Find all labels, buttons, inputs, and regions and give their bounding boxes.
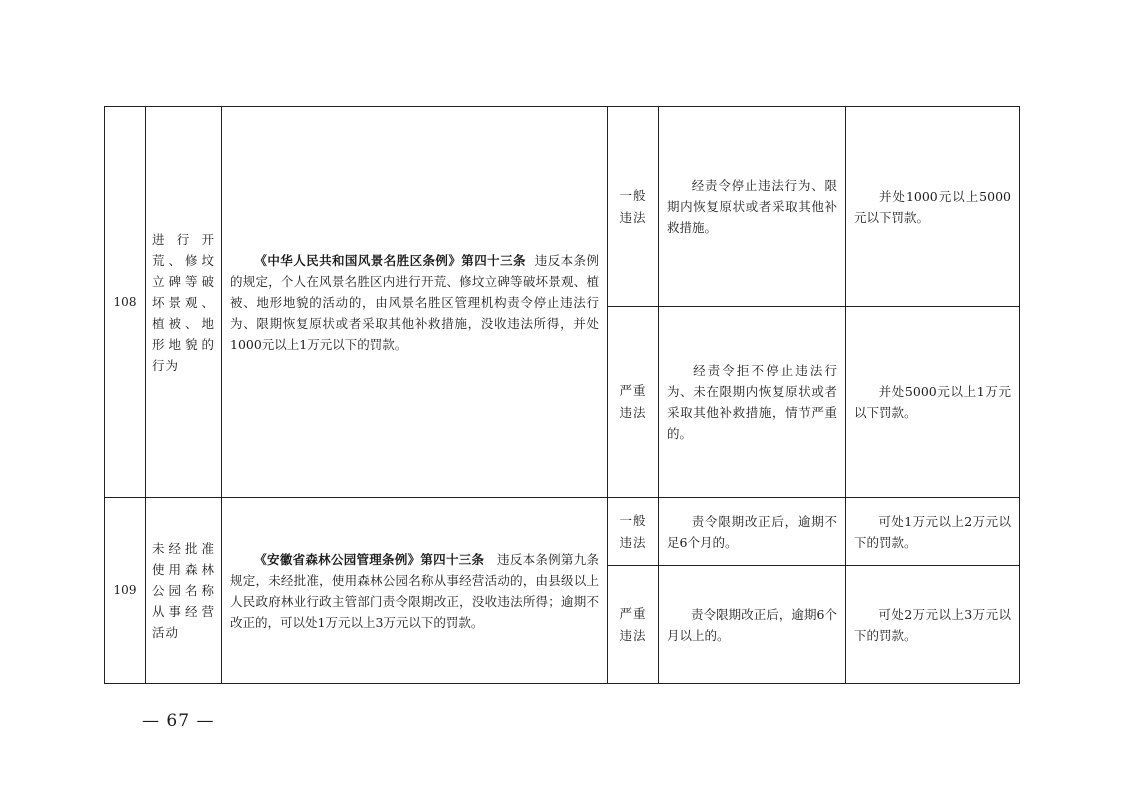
penalty-text: 并处5000元以上1万元以下罚款。 bbox=[854, 384, 1011, 420]
legal-basis bbox=[222, 107, 608, 498]
item-line: 植被、地 bbox=[152, 315, 215, 331]
law-title: 《安徽省森林公园管理条例》第四十三条 bbox=[254, 551, 485, 567]
item-line: 进行开 bbox=[152, 231, 215, 247]
item-line: 行为 bbox=[152, 357, 180, 373]
level-line: 违法 bbox=[619, 209, 647, 225]
item-line: 活动 bbox=[152, 625, 180, 640]
violation-level bbox=[608, 498, 659, 566]
legal-basis bbox=[222, 498, 608, 684]
level-line: 一般 bbox=[619, 187, 647, 203]
item-line: 立碑等破 bbox=[152, 273, 215, 289]
table-row bbox=[105, 498, 1020, 566]
law-text: 违反本条例的规定，个人在风景名胜区内进行开荒、修坟立碑等破坏景观、植被、地形地貌的活动的，由风景名胜区管理机构责令停止违法行为、限期恢复原状或者采取其他补救措施，没收违法所得，并处1000元以上1万元以下的罚款。 bbox=[230, 252, 599, 352]
condition-text: 经责令拒不停止违法行为、未在限期内恢复原状或者采取其他补救措施，情节严重的。 bbox=[667, 363, 837, 441]
level-line: 违法 bbox=[619, 534, 647, 550]
violation-level bbox=[608, 107, 659, 307]
violation-level bbox=[608, 307, 659, 498]
violation-condition bbox=[659, 566, 846, 684]
violation-item bbox=[146, 498, 222, 684]
table-row bbox=[105, 107, 1020, 307]
item-line: 使用森林 bbox=[152, 562, 215, 577]
level-line: 严重 bbox=[619, 383, 647, 398]
penalty-standard bbox=[846, 307, 1020, 498]
condition-text: 经责令停止违法行为、限期内恢复原状或者采取其他补救措施。 bbox=[667, 178, 837, 235]
level-line: 一般 bbox=[619, 512, 647, 528]
row-number: 108 bbox=[105, 107, 146, 498]
level-line: 违法 bbox=[619, 405, 647, 420]
violation-level bbox=[608, 566, 659, 684]
penalty-standard bbox=[846, 498, 1020, 566]
item-line: 形地貌的 bbox=[152, 336, 215, 352]
item-line: 荒、修坟 bbox=[152, 252, 215, 268]
law-title: 《中华人民共和国风景名胜区条例》第四十三条 bbox=[254, 252, 526, 268]
penalty-text: 可处1万元以上2万元以下的罚款。 bbox=[854, 513, 1011, 550]
penalty-standard bbox=[846, 566, 1020, 684]
violation-condition bbox=[659, 498, 846, 566]
item-line: 坏景观、 bbox=[152, 294, 215, 310]
item-line: 公园名称 bbox=[152, 583, 215, 598]
law-text: 违反本条例第九条规定，未经批准，使用森林公园名称从事经营活动的，由县级以上人民政府林业行政主管部门责令限期改正，没收违法所得；逾期不改正的，可以处1万元以上3万元以下的罚款。 bbox=[230, 551, 599, 630]
penalty-standard bbox=[846, 107, 1020, 307]
violation-condition bbox=[659, 307, 846, 498]
row-number: 109 bbox=[105, 498, 146, 684]
condition-text: 责令限期改正后，逾期6个月以上的。 bbox=[667, 606, 837, 643]
item-line: 从事经营 bbox=[152, 604, 215, 619]
penalty-text: 并处1000元以上5000元以下罚款。 bbox=[854, 188, 1011, 225]
level-line: 违法 bbox=[619, 627, 647, 643]
violation-item bbox=[146, 107, 222, 498]
item-line: 未经批准 bbox=[152, 541, 215, 556]
violation-condition bbox=[659, 107, 846, 307]
condition-text: 责令限期改正后，逾期不足6个月的。 bbox=[667, 513, 837, 550]
page-number: — 67 — bbox=[142, 711, 215, 731]
penalty-text: 可处2万元以上3万元以下的罚款。 bbox=[854, 606, 1011, 643]
level-line: 严重 bbox=[619, 605, 647, 621]
penalty-discretion-table bbox=[104, 106, 1020, 684]
